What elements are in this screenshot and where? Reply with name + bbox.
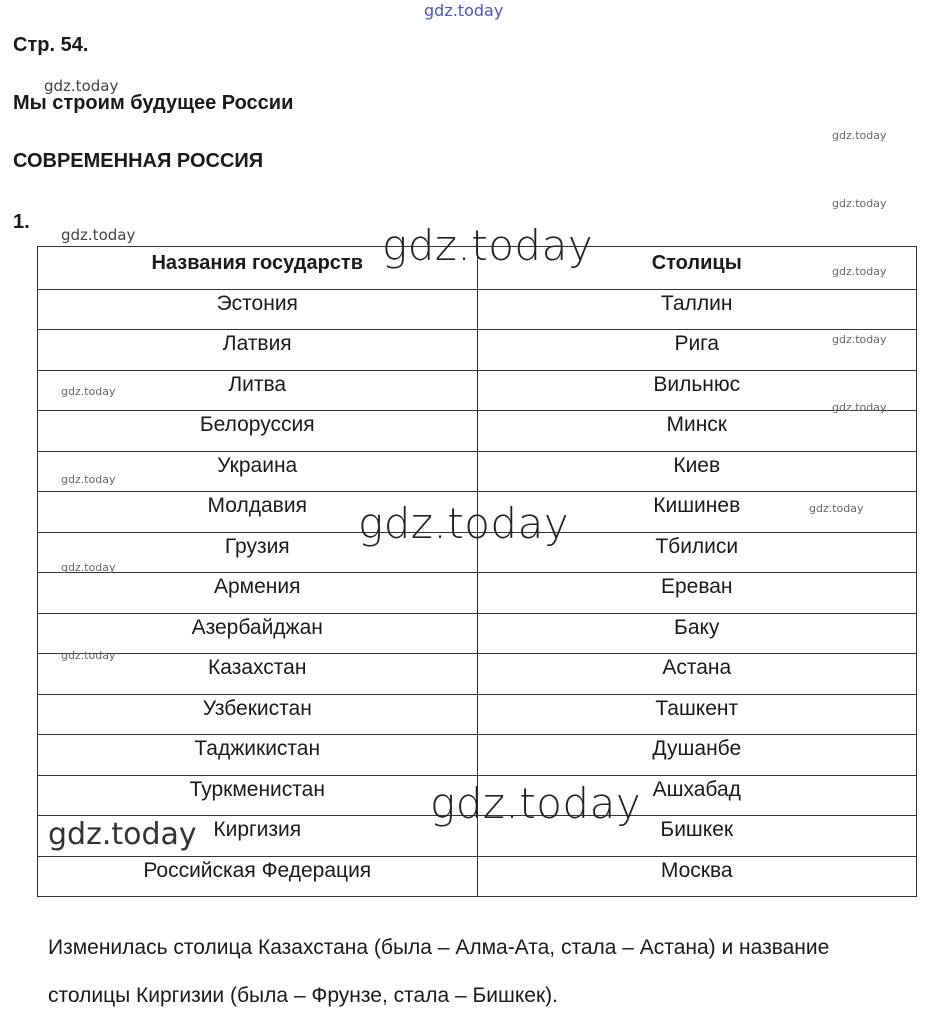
watermark: gdz.today [832,401,887,414]
section-title: Мы строим будущее России [13,92,294,114]
capital-cell: Астана [477,654,917,695]
watermark: gdz.today [48,817,197,852]
table-row [38,613,917,654]
country-cell: Азербайджан [38,613,478,654]
country-cell: Грузия [38,532,478,573]
capital-cell: Ереван [477,573,917,614]
watermark: gdz.today [61,226,136,244]
note-line-2: столицы Киргизии (была – Фрунзе, стала – Бишкек). [48,984,558,1007]
table-row [38,735,917,776]
capital-cell: Тбилиси [477,532,917,573]
capital-cell: Баку [477,613,917,654]
watermark: gdz.today [61,649,116,662]
watermark: gdz.today [61,561,116,574]
watermark: gdz.today [832,197,887,210]
subsection-title: СОВРЕМЕННАЯ РОССИЯ [13,150,264,172]
table-row [38,289,917,330]
watermark: gdz.today [832,129,887,142]
table-row [38,654,917,695]
capital-cell: Минск [477,411,917,452]
column-header-country: Названия государств [38,247,478,290]
table-row [38,451,917,492]
country-cell: Латвия [38,330,478,371]
country-cell: Казахстан [38,654,478,695]
capital-cell: Москва [477,856,917,897]
country-cell: Белоруссия [38,411,478,452]
country-cell: Армения [38,573,478,614]
table-row [38,573,917,614]
watermark: gdz.today [832,265,887,278]
capital-cell: Ташкент [477,694,917,735]
country-cell: Таджикистан [38,735,478,776]
country-cell: Молдавия [38,492,478,533]
capital-cell: Вильнюс [477,370,917,411]
table-row [38,411,917,452]
capital-cell: Кишинев [477,492,917,533]
country-cell: Туркменистан [38,775,478,816]
capital-cell: Ашхабад [477,775,917,816]
watermark: gdz.today [424,1,504,20]
table-row [38,694,917,735]
watermark: gdz.today [61,473,116,486]
table-row [38,330,917,371]
task-number: 1. [13,211,30,233]
capital-cell: Бишкек [477,816,917,857]
column-header-capital: Столицы [477,247,917,290]
watermark: gdz.today [44,77,119,95]
country-cell: Украина [38,451,478,492]
capital-cell: Таллин [477,289,917,330]
capital-cell: Киев [477,451,917,492]
table-row [38,370,917,411]
watermark: gdz.today [382,221,594,270]
capital-cell: Рига [477,330,917,371]
country-cell: Киргизия [38,816,478,857]
watermark: gdz.today [61,385,116,398]
note-line-1: Изменилась столица Казахстана (была – Алма-Ата, стала – Астана) и название [48,936,830,959]
country-cell: Российская Федерация [38,856,478,897]
page-label: Стр. 54. [13,34,89,56]
country-cell: Литва [38,370,478,411]
watermark: gdz.today [358,499,570,548]
watermark: gdz.today [832,333,887,346]
country-cell: Эстония [38,289,478,330]
table-row [38,856,917,897]
watermark: gdz.today [809,502,864,515]
watermark: gdz.today [430,779,642,828]
capital-cell: Душанбе [477,735,917,776]
country-cell: Узбекистан [38,694,478,735]
